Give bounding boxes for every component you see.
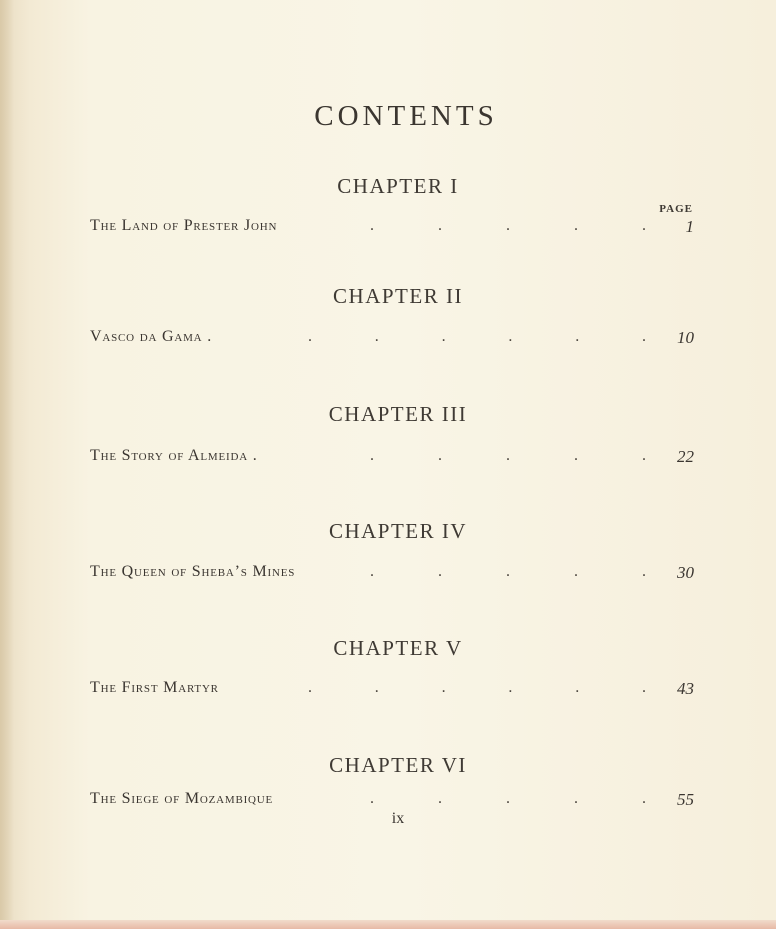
toc-entry-page: 30 — [677, 563, 694, 582]
chapter-heading: CHAPTER II — [333, 284, 463, 308]
toc-entry-title: The Queen of Sheba’s Mines — [90, 563, 296, 580]
toc-entry-title: The Story of Almeida . — [90, 447, 258, 464]
page-column-label: PAGE — [659, 203, 693, 215]
toc-entry[interactable] — [90, 679, 694, 701]
leader-dots: . . . . . — [370, 563, 646, 580]
toc-entry-title: Vasco da Gama . — [90, 328, 213, 345]
chapter-heading: CHAPTER VI — [329, 753, 467, 777]
toc-entry-title: The Siege of Mozambique — [90, 790, 274, 807]
toc-entry[interactable] — [90, 328, 694, 350]
toc-entry-page: 22 — [677, 447, 694, 466]
page-title: CONTENTS — [314, 100, 498, 132]
chapter-heading: CHAPTER IV — [328, 519, 468, 543]
leader-dots: . . . . . . — [308, 679, 646, 696]
page-bottom-edge — [0, 920, 776, 929]
toc-entry-page: 1 — [685, 217, 694, 236]
toc-entry-title: The Land of Prester John — [90, 217, 278, 234]
page-number: ix — [391, 810, 405, 827]
toc-entry[interactable] — [90, 563, 694, 585]
toc-entry-title: The First Martyr — [90, 679, 219, 696]
toc-entry[interactable] — [90, 790, 694, 812]
leader-dots: . . . . . — [370, 790, 646, 807]
chapter-heading: CHAPTER III — [328, 402, 468, 426]
toc-entry-page: 10 — [677, 328, 694, 347]
leader-dots: . . . . . — [370, 447, 646, 464]
leader-dots: . . . . . . — [308, 328, 646, 345]
toc-entry-page: 43 — [677, 679, 694, 698]
chapter-heading: CHAPTER I — [337, 174, 459, 198]
gutter-shadow — [0, 0, 14, 929]
toc-entry[interactable] — [90, 447, 694, 469]
leader-dots: . . . . . — [370, 217, 646, 234]
chapter-heading: CHAPTER V — [333, 636, 463, 660]
toc-entry[interactable] — [90, 217, 694, 239]
toc-entry-page: 55 — [677, 790, 694, 809]
